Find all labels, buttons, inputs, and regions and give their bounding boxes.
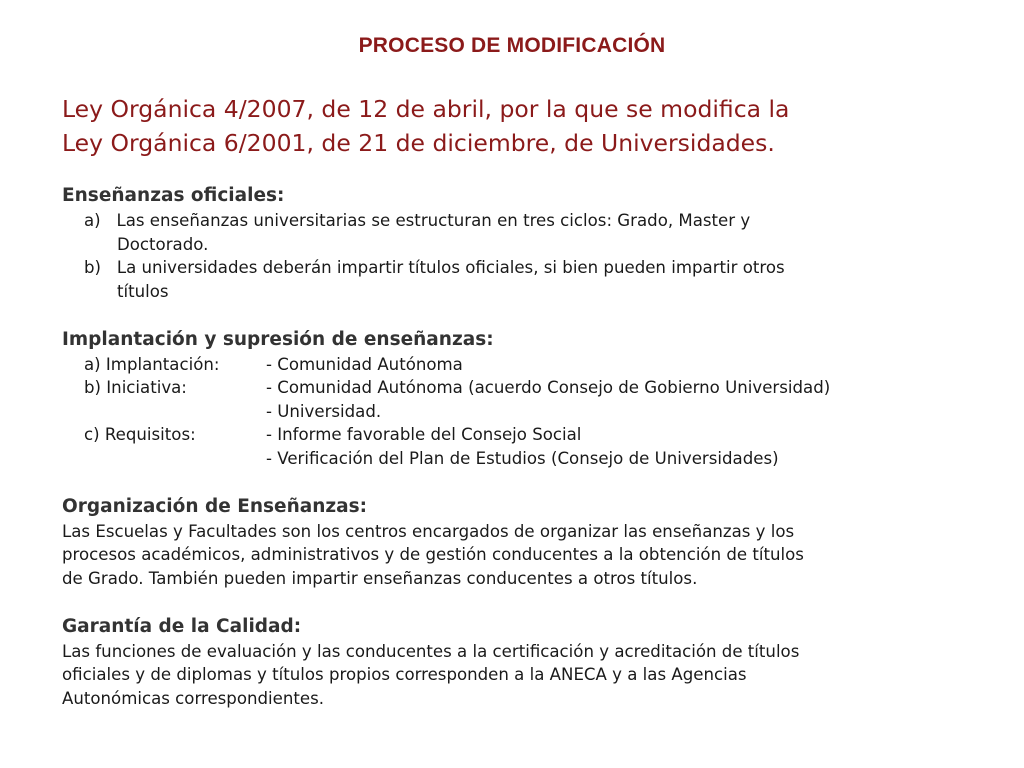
implantacion-row-a bbox=[62, 353, 982, 377]
item-a-line-1: a) Las enseñanzas universitarias se estructuran en tres ciclos: Grado, Master y bbox=[84, 211, 751, 230]
law-line-1: Ley Orgánica 4/2007, de 12 de abril, por la que se modifica la bbox=[62, 95, 790, 123]
section-heading: Organización de Enseñanzas: bbox=[62, 495, 368, 517]
content-body bbox=[62, 183, 982, 710]
paragraph-line: Autonómicas correspondientes. bbox=[62, 688, 325, 708]
item-b-line-1: b) La universidades deberán impartir títulos oficiales, si bien pueden impartir otros bbox=[84, 258, 785, 277]
row-value: - Informe favorable del Consejo Social bbox=[266, 425, 582, 444]
implantacion-row-b bbox=[62, 376, 982, 400]
item-a-line-2: Doctorado. bbox=[117, 234, 209, 254]
implantacion-row-b-cont: - Universidad. bbox=[266, 401, 382, 421]
section-heading: Implantación y supresión de enseñanzas: bbox=[62, 328, 494, 350]
paragraph-line: procesos académicos, administrativos y de gestión conducentes a la obtención de títulos bbox=[62, 545, 804, 564]
row-value: - Comunidad Autónoma (acuerdo Consejo de Gobierno Universidad) bbox=[266, 378, 831, 397]
section-garantia bbox=[62, 614, 982, 711]
row-value: - Comunidad Autónoma bbox=[266, 354, 463, 374]
section-implantacion bbox=[62, 327, 982, 471]
section-ensenanzas bbox=[62, 183, 982, 303]
section-heading: Enseñanzas oficiales: bbox=[62, 185, 285, 206]
law-reference bbox=[62, 92, 1002, 160]
row-label: a) Implantación: bbox=[84, 354, 220, 374]
page-title: PROCESO DE MODIFICACIÓN bbox=[358, 34, 666, 57]
section-heading: Garantía de la Calidad: bbox=[62, 615, 302, 637]
item-b-line-2: títulos bbox=[117, 281, 169, 301]
section-organizacion bbox=[62, 494, 982, 591]
row-label: b) Iniciativa: bbox=[84, 378, 187, 397]
paragraph-line: Las funciones de evaluación y las conducentes a la certificación y acreditación de títulos bbox=[62, 641, 800, 661]
spacer bbox=[62, 303, 982, 327]
implantacion-row-c bbox=[62, 423, 982, 447]
row-label: c) Requisitos: bbox=[84, 425, 196, 444]
spacer bbox=[62, 590, 982, 614]
paragraph-line: Las Escuelas y Facultades son los centros encargados de organizar las enseñanzas y los bbox=[62, 521, 795, 541]
implantacion-row-c-cont: - Verificación del Plan de Estudios (Consejo de Universidades) bbox=[266, 448, 779, 468]
law-line-2: Ley Orgánica 6/2001, de 21 de diciembre, de Universidades. bbox=[62, 129, 775, 157]
spacer bbox=[62, 470, 982, 494]
paragraph-line: de Grado. También pueden impartir enseñanzas conducentes a otros títulos. bbox=[62, 568, 698, 588]
paragraph-line: oficiales y de diplomas y títulos propios corresponden a la ANECA y a las Agencias bbox=[62, 665, 747, 684]
